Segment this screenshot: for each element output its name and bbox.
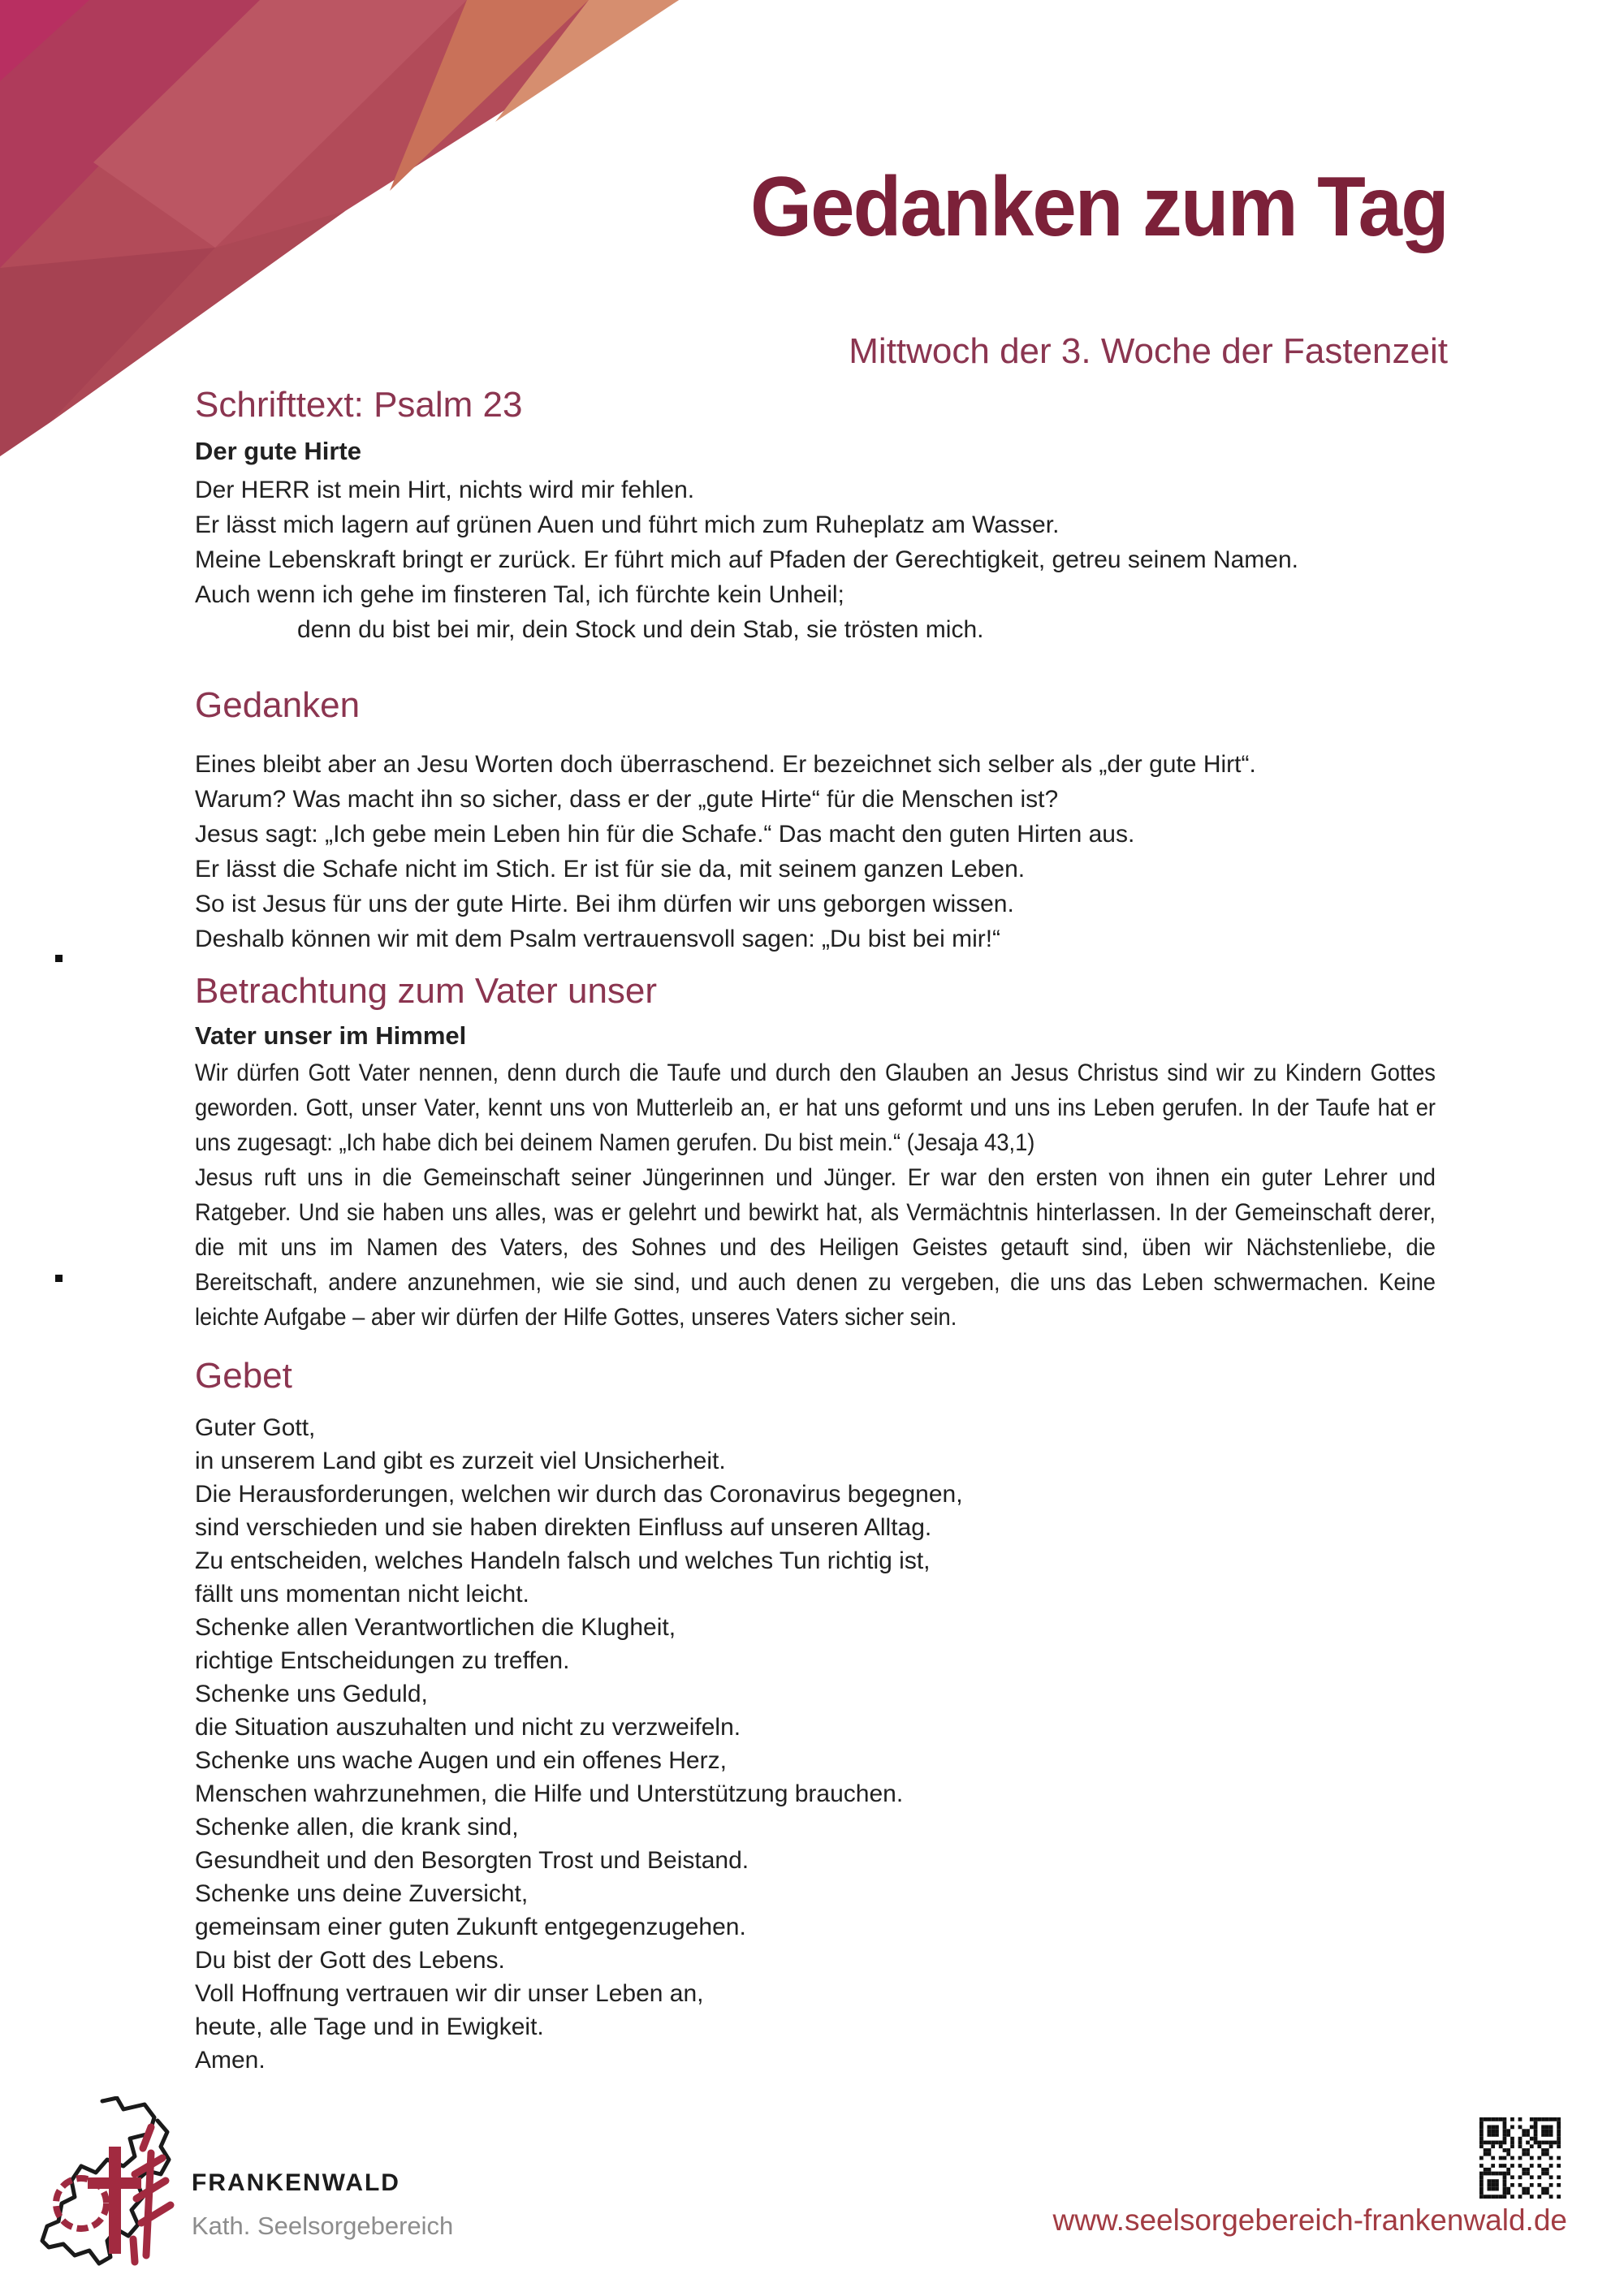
psalm-line: Der HERR ist mein Hirt, nichts wird mir fehlen. (195, 477, 695, 503)
fir-tree-icon (133, 2127, 171, 2262)
qr-code (1479, 2117, 1561, 2199)
gebet-line: in unserem Land gibt es zurzeit viel Unsicherheit. (195, 1448, 726, 1474)
section-heading-gebet: Gebet (195, 1356, 292, 1396)
gedanken-line: Warum? Was macht ihn so sicher, dass er der „gute Hirte“ für die Menschen ist? (195, 786, 1059, 813)
page-subtitle: Mittwoch der 3. Woche der Fastenzeit (849, 331, 1448, 371)
psalm-line: Er lässt mich lagern auf grünen Auen und führt mich zum Ruheplatz am Wasser. (195, 511, 1060, 538)
frankenwald-logo (39, 2096, 185, 2275)
gebet-line: richtige Entscheidungen zu treffen. (195, 1647, 570, 1674)
gebet-line: die Situation auszuhalten und nicht zu verzweifeln. (195, 1714, 741, 1741)
gedanken-line: Jesus sagt: „Ich gebe mein Leben hin für die Schafe.“ Das macht den guten Hirten aus. (195, 821, 1135, 848)
gebet-line: Schenke uns Geduld, (195, 1681, 428, 1707)
psalm-text (195, 473, 1592, 647)
gedanken-text (195, 747, 1592, 956)
gebet-line: Schenke allen, die krank sind, (195, 1814, 519, 1841)
betrachtung-subheading: Vater unser im Himmel (195, 1021, 467, 1050)
psalm-line: Meine Lebenskraft bringt er zurück. Er führt mich auf Pfaden der Gerechtigkeit, getreu seinem Namen. (195, 546, 1298, 573)
section-heading-schrifttext: Schrifttext: Psalm 23 (195, 385, 523, 425)
gedanken-line: Eines bleibt aber an Jesu Worten doch überraschend. Er bezeichnet sich selber als „der gute Hirt“. (195, 751, 1256, 778)
gebet-text (195, 1411, 1592, 2077)
gebet-line: Schenke allen Verantwortlichen die Klugheit, (195, 1614, 676, 1641)
gebet-line: Zu entscheiden, welches Handeln falsch und welches Tun richtig ist, (195, 1547, 931, 1574)
betrachtung-paragraph: Wir dürfen Gott Vater nennen, denn durch die Taufe und durch den Glauben an Jesus Christus sind wir zu Kindern Gottes geworden. Gott, unser Vater, kennt uns von Mutterleib an, er hat uns geformt und uns ins Leben gerufen. In der Taufe hat er uns zugesagt: „Ich habe dich bei deinem Namen gerufen. Du bist mein.“ (Jesaja 43,1) (195, 1060, 1436, 1156)
gebet-line: Du bist der Gott des Lebens. (195, 1947, 505, 1974)
gebet-line: Guter Gott, (195, 1414, 316, 1441)
betrachtung-paragraph: Jesus ruft uns in die Gemeinschaft seiner Jüngerinnen und Jünger. Er war den ersten von ihnen ein guter Lehrer und Ratgeber. Und sie haben uns alles, was er gelehrt und bewirkt hat, als Vermächtnis hinterlassen. In der Gemeinschaft derer, die mit uns im Namen des Vaters, des Sohnes und des Heiligen Geistes getauft sind, üben wir Nächstenliebe, die Bereitschaft, andere anzunehmen, wie sie sind, und auch denen zu vergeben, die uns das Leben schwermachen. Keine leichte Aufgabe – aber wir dürfen der Hilfe Gottes, unseres Vaters sicher sein. (195, 1164, 1436, 1331)
betrachtung-text (195, 1055, 1436, 1335)
website-link[interactable]: www.seelsorgebereich-frankenwald.de (1052, 2203, 1567, 2237)
gebet-line: Schenke uns deine Zuversicht, (195, 1880, 529, 1907)
gebet-line: Amen. (195, 2047, 266, 2074)
page-title: Gedanken zum Tag (750, 160, 1448, 254)
gebet-line: sind verschieden und sie haben direkten Einfluss auf unseren Alltag. (195, 1514, 932, 1541)
gebet-line: gemeinsam einer guten Zukunft entgegenzugehen. (195, 1914, 746, 1940)
org-type: Kath. Seelsorgebereich (192, 2212, 454, 2240)
gebet-line: fällt uns momentan nicht leicht. (195, 1581, 529, 1608)
gebet-line: heute, alle Tage und in Ewigkeit. (195, 2013, 544, 2040)
gedanken-line: So ist Jesus für uns der gute Hirte. Bei ihm dürfen wir uns geborgen wissen. (195, 891, 1014, 917)
psalm-line-indented: denn du bist bei mir, dein Stock und dein Stab, sie trösten mich. (297, 616, 984, 643)
gebet-line: Schenke uns wache Augen und ein offenes Herz, (195, 1747, 727, 1774)
psalm-subheading: Der gute Hirte (195, 437, 361, 465)
margin-bullet (55, 1275, 63, 1282)
psalm-line: Auch wenn ich gehe im finsteren Tal, ich fürchte kein Unheil; (195, 581, 844, 608)
section-heading-betrachtung: Betrachtung zum Vater unser (195, 971, 658, 1011)
gedanken-line: Deshalb können wir mit dem Psalm vertrauensvoll sagen: „Du bist bei mir!“ (195, 926, 1001, 952)
gebet-line: Menschen wahrzunehmen, die Hilfe und Unterstützung brauchen. (195, 1780, 904, 1807)
gebet-line: Die Herausforderungen, welchen wir durch das Coronavirus begegnen, (195, 1481, 963, 1508)
margin-bullet (55, 955, 63, 962)
gebet-line: Voll Hoffnung vertrauen wir dir unser Leben an, (195, 1980, 704, 2007)
cross-icon (109, 2147, 121, 2254)
org-name: FRANKENWALD (192, 2169, 400, 2196)
gebet-line: Gesundheit und den Besorgten Trost und Beistand. (195, 1847, 749, 1874)
section-heading-gedanken: Gedanken (195, 685, 361, 725)
gedanken-line: Er lässt die Schafe nicht im Stich. Er ist für sie da, mit seinem ganzen Leben. (195, 856, 1026, 883)
